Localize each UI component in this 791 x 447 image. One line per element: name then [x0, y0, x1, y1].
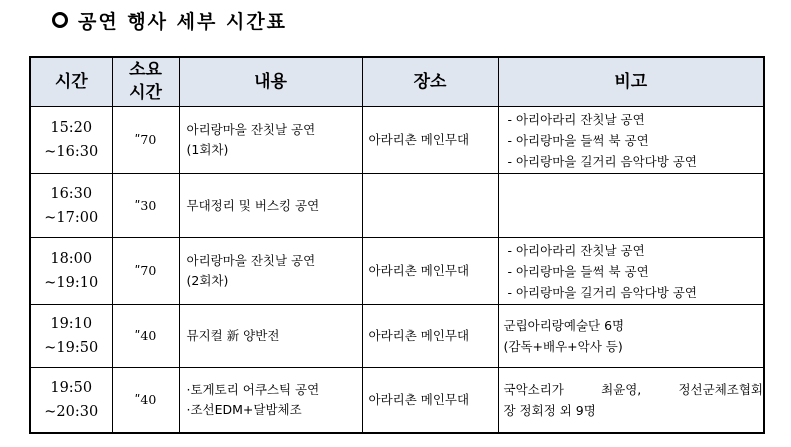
- content-line: 뮤지컬 新 양반전: [186, 328, 280, 343]
- note-cell: [498, 238, 764, 305]
- table-row: [30, 107, 764, 174]
- start-time: 19:10: [50, 316, 93, 332]
- content-line: 무대정리 및 버스킹 공연: [186, 197, 320, 213]
- time-cell: [30, 238, 112, 305]
- table-row: [30, 174, 764, 238]
- duration-cell: ʺ40: [112, 305, 179, 368]
- note-line: - 아리랑마을 길거리 음악다방 공연: [507, 153, 697, 169]
- header-note: 비고: [498, 57, 764, 107]
- time-cell: [30, 368, 112, 434]
- duration-cell: ʺ40: [112, 368, 179, 434]
- note-line: - 아리아라리 잔칫날 공연: [507, 111, 645, 127]
- header-content: 내용: [179, 57, 362, 107]
- place-cell: 아라리촌 메인무대: [362, 305, 498, 368]
- time-cell: [30, 174, 112, 238]
- page-title: 공연 행사 세부 시간표: [78, 10, 288, 33]
- note-line: - 아리랑마을 들썩 북 공연: [507, 263, 649, 279]
- content-cell: [179, 305, 362, 368]
- place-cell: 아라리촌 메인무대: [362, 238, 498, 305]
- note-line: 장 정회정 외 9명: [503, 403, 596, 418]
- place-cell: 아라리촌 메인무대: [362, 368, 498, 434]
- content-line: 아리랑마을 잔칫날 공연: [186, 122, 316, 137]
- note-cell: [498, 174, 764, 238]
- header-place: 장소: [362, 57, 498, 107]
- content-line: (2회차): [186, 273, 229, 288]
- content-line: (1회차): [186, 142, 229, 157]
- time-cell: [30, 107, 112, 174]
- note-line: - 아리랑마을 들썩 북 공연: [507, 132, 649, 148]
- note-cell: [498, 368, 764, 434]
- note-line: - 아리아라리 잔칫날 공연: [507, 242, 645, 258]
- start-time: 15:20: [50, 120, 93, 136]
- header-duration: [112, 57, 179, 107]
- end-time: ~17:00: [44, 209, 99, 226]
- circle-bullet-icon: [52, 12, 68, 28]
- header-time: 시간: [30, 57, 112, 107]
- note-cell: [498, 107, 764, 174]
- content-cell: [179, 174, 362, 238]
- duration-cell: ʺ70: [112, 238, 179, 305]
- start-time: 19:50: [50, 380, 93, 396]
- start-time: 18:00: [50, 251, 93, 267]
- end-time: ~19:50: [44, 340, 99, 356]
- table-row: [30, 238, 764, 305]
- start-time: 16:30: [50, 185, 93, 202]
- end-time: ~19:10: [44, 275, 99, 291]
- end-time: ~16:30: [44, 144, 99, 160]
- time-cell: [30, 305, 112, 368]
- end-time: ~20:30: [44, 404, 99, 420]
- content-line: ·조선EDM+달밤체조: [186, 402, 302, 417]
- place-cell: [362, 174, 498, 238]
- header-duration-line2: 시간: [129, 83, 162, 103]
- note-line: 군립아리랑예술단 6명: [503, 318, 625, 333]
- schedule-table: [29, 56, 765, 434]
- note-cell: [498, 305, 764, 368]
- content-cell: [179, 238, 362, 305]
- duration-cell: ʺ30: [112, 174, 179, 238]
- table-row: [30, 305, 764, 368]
- note-line: 국악소리가 최윤영, 정선군체조협회: [503, 382, 763, 397]
- duration-cell: ʺ70: [112, 107, 179, 174]
- place-cell: 아라리촌 메인무대: [362, 107, 498, 174]
- table-row: [30, 368, 764, 434]
- note-line: (감독+배우+악사 등): [503, 339, 623, 354]
- note-line: - 아리랑마을 길거리 음악다방 공연: [507, 284, 697, 300]
- content-line: 아리랑마을 잔칫날 공연: [186, 253, 316, 268]
- content-line: ·토게토리 어쿠스틱 공연: [186, 382, 320, 397]
- section-heading: [52, 6, 287, 34]
- content-cell: [179, 368, 362, 434]
- header-duration-line1: 소요: [129, 60, 162, 80]
- header-row: [30, 57, 764, 107]
- content-cell: [179, 107, 362, 174]
